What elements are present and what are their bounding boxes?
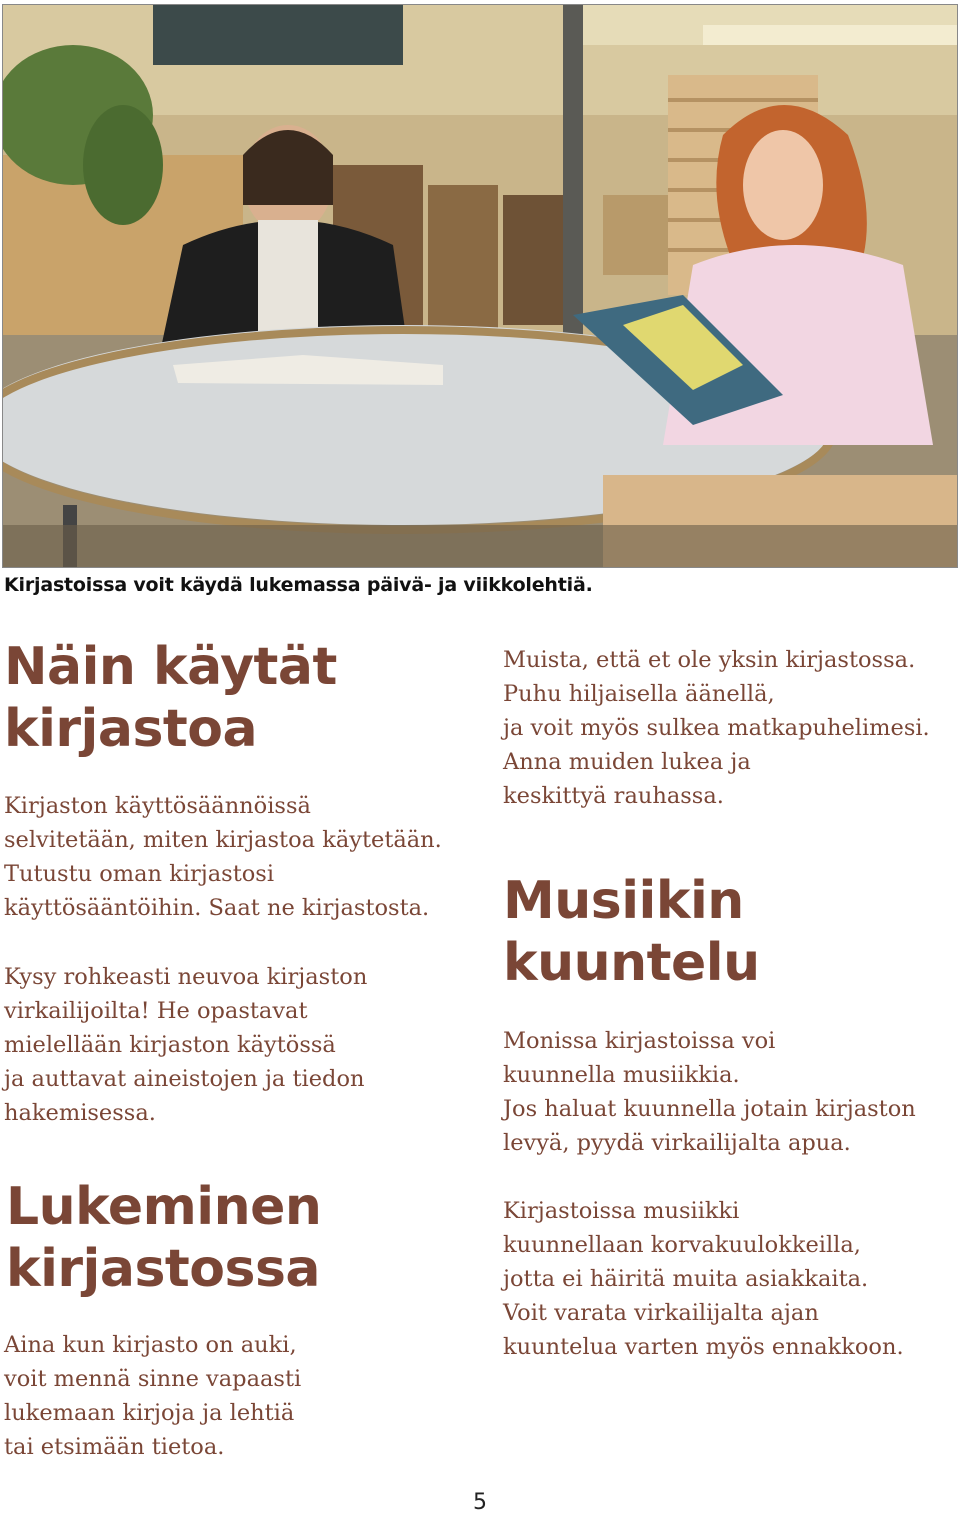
section-musiikki bbox=[503, 870, 953, 994]
section-kaytto-p2 bbox=[4, 960, 464, 1130]
paragraph-kayttosaannot: Kirjaston käyttösäännöissä selvitetään, miten kirjastoa käytetään. Tutustu oman kirjastosi käyttösääntöihin. Saat ne kirjastosta. bbox=[4, 793, 442, 921]
section-kaytto bbox=[4, 636, 464, 760]
section-lukeminen bbox=[6, 1176, 466, 1300]
paragraph-muista: Muista, että et ole yksin kirjastossa. Puhu hiljaisella äänellä, ja voit myös sulkea matkapuhelimesi. Anna muiden lukea ja keskittyä rauhassa. bbox=[503, 647, 930, 809]
paragraph-kysy-neuvoa: Kysy rohkeasti neuvoa kirjaston virkailijoilta! He opastavat mielellään kirjaston käytössä ja auttavat aineistojen ja tiedon hakemisessa. bbox=[4, 964, 368, 1126]
section-musiikki-p2 bbox=[503, 1194, 953, 1364]
section-kaytto-p1 bbox=[4, 789, 464, 925]
heading-nain-kaytat-kirjastoa: Näin käytät kirjastoa bbox=[4, 637, 337, 759]
section-lukeminen-p1 bbox=[4, 1328, 464, 1464]
heading-lukeminen-kirjastossa: Lukeminen kirjastossa bbox=[6, 1177, 322, 1299]
photo-illustration bbox=[3, 5, 957, 567]
section-muista bbox=[503, 643, 953, 813]
library-reading-photo bbox=[2, 4, 958, 568]
page-number: 5 bbox=[473, 1490, 487, 1515]
paragraph-monissa-kirjastoissa: Monissa kirjastoissa voi kuunnella musiikkia. Jos haluat kuunnella jotain kirjaston levyä, pyydä virkailijalta apua. bbox=[503, 1028, 916, 1156]
section-musiikki-p1 bbox=[503, 1024, 953, 1160]
paragraph-aina-kun: Aina kun kirjasto on auki, voit mennä sinne vapaasti lukemaan kirjoja ja lehtiä tai etsimään tietoa. bbox=[4, 1332, 302, 1460]
heading-musiikin-kuuntelu: Musiikin kuuntelu bbox=[503, 871, 760, 993]
photo-caption: Kirjastoissa voit käydä lukemassa päivä- ja viikkolehtiä. bbox=[4, 574, 593, 596]
paragraph-korvakuulokkeet: Kirjastoissa musiikki kuunnellaan korvakuulokkeilla, jotta ei häiritä muita asiakkaita. Voit varata virkailijalta ajan kuuntelua varten myös ennakkoon. bbox=[503, 1198, 904, 1360]
